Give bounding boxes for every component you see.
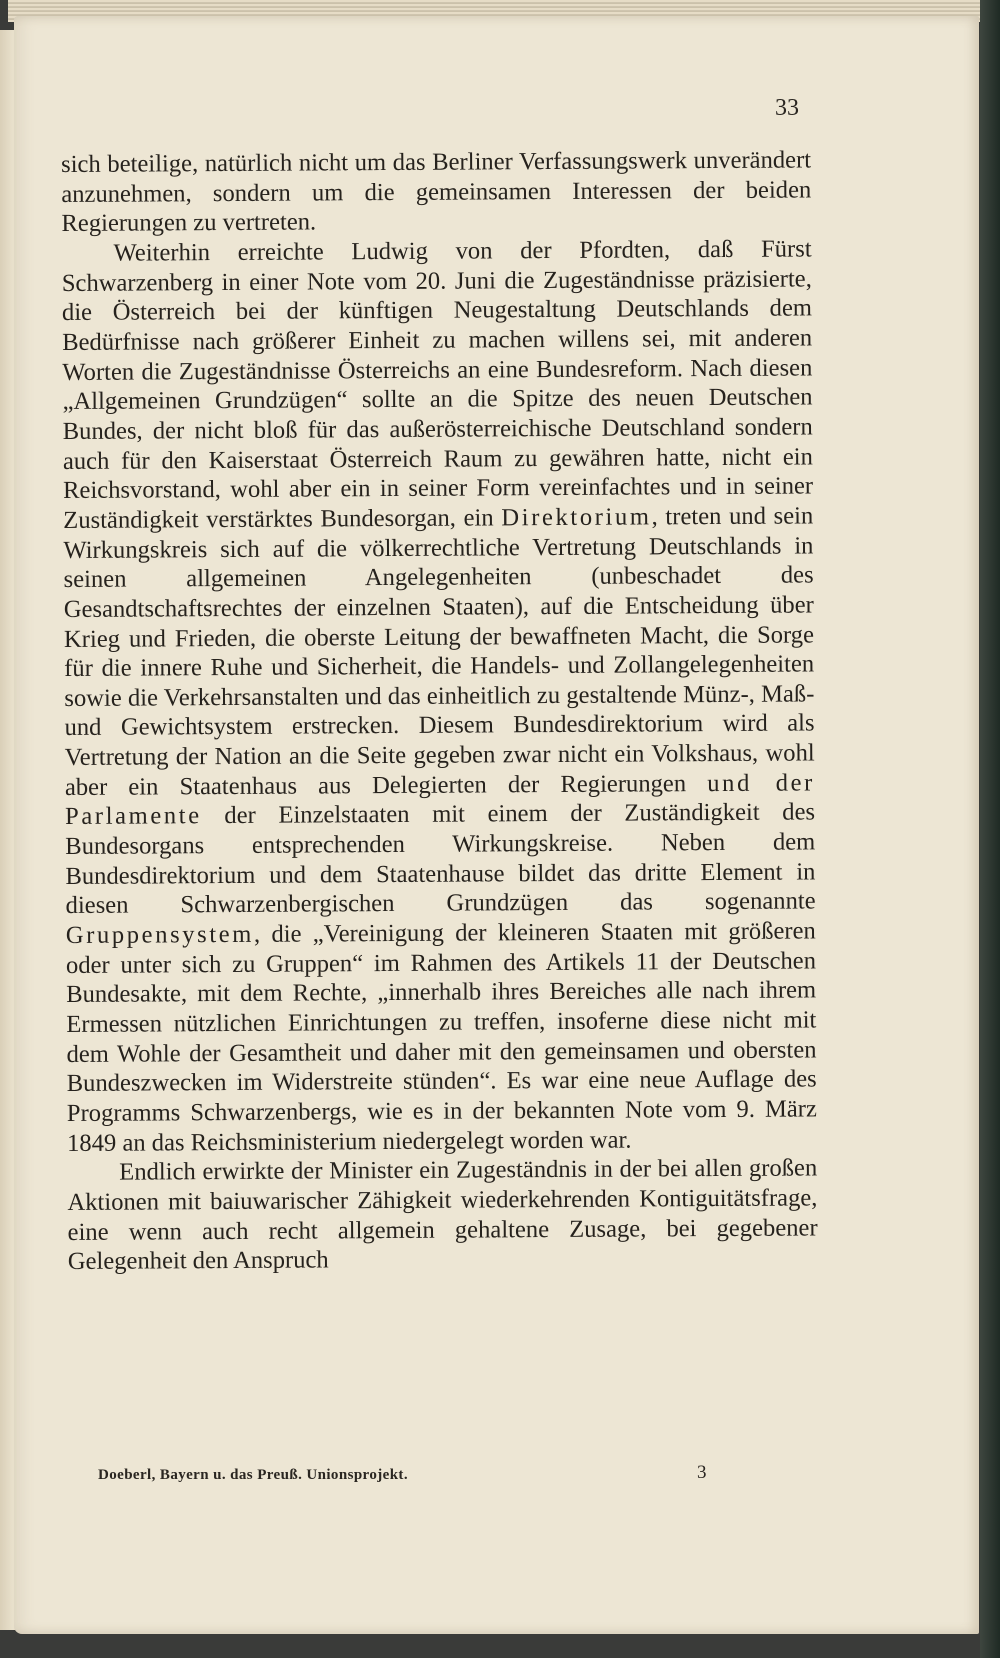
paragraph-2-part-a: Weiterhin erreichte Ludwig von der Pfordten, daß Fürst Schwarzenberg in einer Note vom 20. Juni die Zugeständnisse präzisierte, die Österreich bei der künftigen Neugestaltung Deutschlands dem Bedürfnisse nach größerer Einheit zu machen willens sei, mit anderen Worten die Zugeständnisse Österreichs an eine Bundesreform. Nach diesen „Allgemeinen Grundzügen“ sollte an die Spitze des neuen Deutschen Bundes, der nicht bloß für das außerösterreichische Deutschland sondern auch für den Kaiserstaat Österreich Raum zu gewähren hatte, nicht ein Reichsvorstand, wohl aber ein in seiner Form vereinfachtes und in seiner Zuständigkeit verstärktes Bundesorgan, ein <box>61 235 814 534</box>
emphasis-gruppensystem: Gruppensystem <box>65 920 255 950</box>
paragraph-1: sich beteilige, natürlich nicht um das Berliner Verfassungswerk unverändert anzunehmen, sondern um die gemeinsamen Interessen der beiden Regierungen zu vertreten. <box>61 146 812 238</box>
paragraph-2 <box>62 234 818 1158</box>
body-text <box>61 145 818 1276</box>
book-cover-edge <box>980 0 1000 1658</box>
page-number: 33 <box>775 95 799 121</box>
paragraph-2-part-c: der Einzelstaaten mit einem der Zuständigkeit des Bundesorgans entsprechenden Wirkungskreise. Neben dem Bundesdirektorium und dem Staatenhause bildet das dritte Element in diesen Schwarzenbergischen Grundzügen das sogenannte <box>65 798 816 920</box>
signature-mark: 3 <box>697 1462 707 1483</box>
footer-title: Doeberl, Bayern u. das Preuß. Unionsprojekt. <box>98 1467 408 1483</box>
paragraph-3: Endlich erwirkte der Minister ein Zugeständnis in der bei allen großen Aktionen mit baiuwarischer Zähigkeit wiederkehrenden Kontiguitätsfrage, eine wenn auch recht allgemein gehaltene Zusage, bei gegebener Gelegenheit den Anspruch <box>67 1154 818 1276</box>
emphasis-direktorium: Direktorium <box>501 503 652 532</box>
paragraph-2-part-b: , treten und sein Wirkungskreis sich auf die völkerrechtliche Vertretung Deutschlands in seinen allgemeinen Angelegenheiten (unbeschadet des Gesandtschaftsrechtes der einzelnen Staaten), auf die Entscheidung über Krieg und Frieden, die oberste Leitung der bewaffneten Macht, die Sorge für die innere Ruhe und Sicherheit, die Handels- und Zollangelegenheiten sowie die Verkehrsanstalten und das einheitlich zu gestaltende Münz-, Maß- und Gewichtsystem erstrecken. Diesem Bundesdirektorium wird als Vertretung der Nation an die Seite gegeben zwar nicht ein Volkshaus, wohl aber ein Staatenhaus aus Delegierten der Regierungen <box>63 502 815 801</box>
emphasis-parlamente: und der Parlamente <box>64 769 815 831</box>
paragraph-2-part-d: , die „Vereinigung der kleineren Staaten mit größeren oder unter sich zu Gruppen“ im Rahmen des Artikels 11 der Deutschen Bundesakte, mit dem Rechte, „innerhalb ihres Bereiches alle nach ihrem Ermessen nützlichen Einrichtungen zu treffen, insoferne diese nicht mit dem Wohle der Gesamtheit und daher mit den gemeinsamen und obersten Bundeszwecken im Widerstreite stünden“. Es war eine neue Auflage des Programms Schwarzenbergs, wie es in der bekannten Note vom 9. März 1849 an das Reichsministerium niedergelegt worden war. <box>65 917 817 1157</box>
